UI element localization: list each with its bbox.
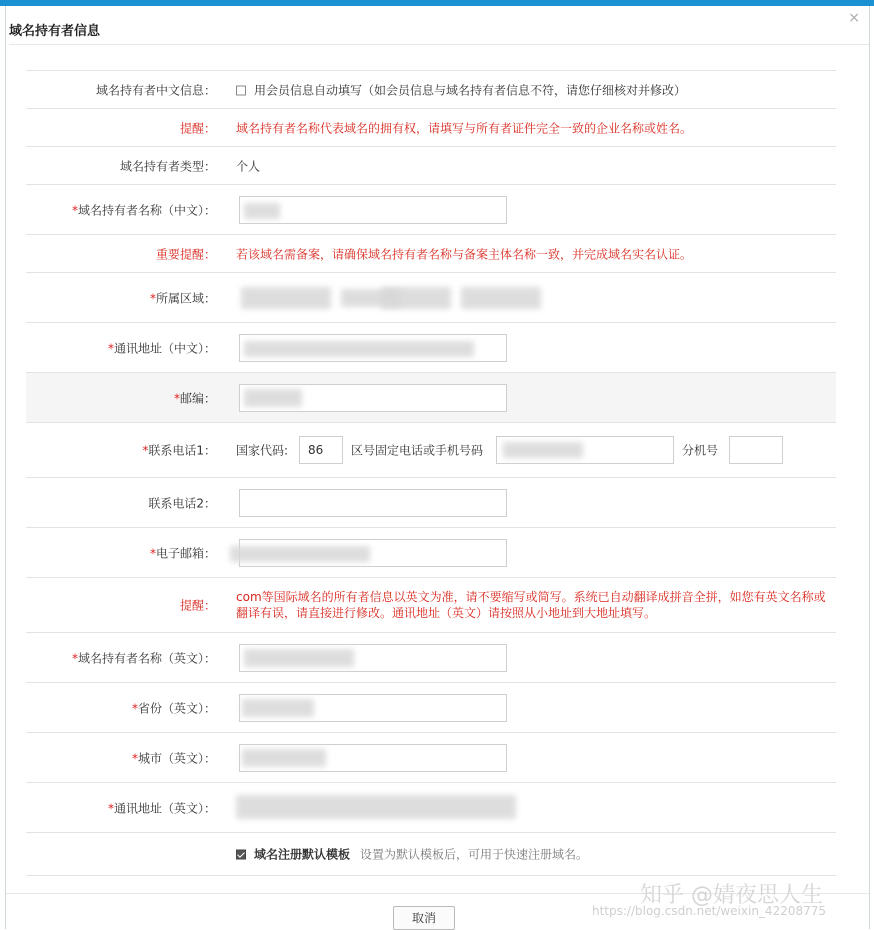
default-template-option[interactable] xyxy=(236,846,588,863)
row-tip2 xyxy=(26,577,836,632)
phone2-input[interactable] xyxy=(239,489,507,517)
label-tip2: 提醒： xyxy=(179,598,216,613)
row-address-en xyxy=(26,782,836,832)
holder-name-en-input[interactable] xyxy=(239,644,507,672)
label-chinese-info: 域名持有者中文信息： xyxy=(95,83,216,97)
label-holder-name-cn xyxy=(26,201,216,218)
label-city-en-text: 城市（英文）： xyxy=(137,751,216,765)
city-en-input[interactable] xyxy=(239,744,507,772)
address-en-input[interactable] xyxy=(239,794,507,822)
postcode-input[interactable] xyxy=(239,384,507,412)
label-holder-name-cn-text: 域名持有者名称（中文）： xyxy=(77,203,216,217)
row-holder-type xyxy=(26,146,836,184)
label-region xyxy=(26,289,216,306)
domain-holder-dialog xyxy=(5,6,870,929)
label-holder-name-en xyxy=(26,649,216,666)
row-holder-name-cn xyxy=(26,184,836,234)
redacted-value xyxy=(244,389,302,407)
redacted-value xyxy=(242,749,326,767)
phone-number-input[interactable] xyxy=(496,436,674,464)
extension-input[interactable] xyxy=(729,436,783,464)
required-star: * xyxy=(149,546,156,560)
watermark-zhihu: 知乎 @婧夜思人生 xyxy=(640,883,823,908)
label-address-en-text: 通讯地址（英文）： xyxy=(113,801,216,815)
label-tip-important: 重要提醒： xyxy=(155,247,216,261)
cancel-button[interactable]: 取消 xyxy=(393,906,455,930)
redacted-value xyxy=(503,442,583,458)
autofill-text: 用会员信息自动填写（如会员信息与域名持有者信息不符，请您仔细核对并修改） xyxy=(254,83,687,97)
row-chinese-info xyxy=(26,70,836,108)
watermark-url: https://blog.csdn.net/weixin_42208775 xyxy=(592,904,827,918)
holder-type-value: 个人 xyxy=(236,159,261,173)
default-template-checkbox[interactable] xyxy=(236,850,246,860)
address-cn-input[interactable] xyxy=(239,334,507,362)
label-phone1-text: 联系电话1： xyxy=(148,443,216,458)
row-region xyxy=(26,272,836,322)
email-input[interactable] xyxy=(239,539,507,567)
required-star: * xyxy=(173,391,180,405)
region-district-select[interactable] xyxy=(381,287,451,309)
holder-name-cn-input[interactable] xyxy=(239,196,507,224)
label-city-en xyxy=(26,749,216,766)
tip2-line1: com等国际域名的所有者信息以英文为准，请不要缩写或简写。系统已自动翻译成拼音全拼，如您有英文名称或 xyxy=(236,590,826,604)
row-template xyxy=(26,832,836,876)
region-town-select[interactable] xyxy=(461,287,541,309)
dialog-title: 域名持有者信息 xyxy=(9,24,101,39)
title-divider xyxy=(9,44,869,45)
label-email xyxy=(26,544,216,561)
label-postcode xyxy=(26,389,216,406)
province-en-input[interactable] xyxy=(239,694,507,722)
redacted-value xyxy=(230,546,370,562)
required-star: * xyxy=(71,651,78,665)
label-address-en xyxy=(26,799,216,816)
tip2-text xyxy=(236,589,826,621)
row-holder-name-en xyxy=(26,632,836,682)
extension-label: 分机号 xyxy=(682,443,719,458)
label-postcode-text: 邮编： xyxy=(179,391,216,405)
row-email xyxy=(26,527,836,577)
row-phone2 xyxy=(26,477,836,527)
row-phone1 xyxy=(26,422,836,477)
label-region-text: 所属区域： xyxy=(155,291,216,305)
close-icon[interactable]: × xyxy=(848,10,860,26)
label-phone1 xyxy=(26,442,216,459)
row-province-en xyxy=(26,682,836,732)
row-address-cn xyxy=(26,322,836,372)
region-province-select[interactable] xyxy=(241,287,331,309)
tip2-line2: 翻译有误，请直接进行修改。通讯地址（英文）请按照从小地址到大地址填写。 xyxy=(236,606,657,620)
required-star: * xyxy=(107,801,114,815)
label-province-en-text: 省份（英文）： xyxy=(137,701,216,715)
autofill-option[interactable] xyxy=(236,81,686,98)
label-phone2: 联系电话2： xyxy=(148,496,216,510)
redacted-value xyxy=(236,795,516,819)
label-province-en xyxy=(26,699,216,716)
required-star: * xyxy=(107,341,114,355)
area-phone-label: 区号固定电话或手机号码 xyxy=(351,443,484,458)
redacted-value xyxy=(244,341,474,357)
required-star: * xyxy=(149,291,156,305)
tip1-text: 域名持有者名称代表域名的拥有权，请填写与所有者证件完全一致的企业名称或姓名。 xyxy=(236,121,693,135)
required-star: * xyxy=(131,701,138,715)
required-star: * xyxy=(71,203,78,217)
redacted-value xyxy=(244,649,354,667)
redacted-value xyxy=(244,203,280,219)
default-template-desc: 设置为默认模板后，可用于快速注册域名。 xyxy=(360,847,589,862)
row-postcode xyxy=(26,372,836,422)
required-star: * xyxy=(131,751,138,765)
row-tip-important xyxy=(26,234,836,272)
label-tip1: 提醒： xyxy=(179,121,216,135)
row-city-en xyxy=(26,732,836,782)
default-template-title: 域名注册默认模板 xyxy=(254,847,351,862)
country-code-label: 国家代码: xyxy=(236,443,289,458)
label-holder-name-en-text: 域名持有者名称（英文）： xyxy=(77,651,216,665)
label-address-cn xyxy=(26,339,216,356)
country-code-input[interactable]: 86 xyxy=(299,436,343,464)
label-address-cn-text: 通讯地址（中文）： xyxy=(113,341,216,355)
redacted-value xyxy=(242,699,314,717)
row-tip1 xyxy=(26,108,836,146)
label-holder-type: 域名持有者类型： xyxy=(119,159,216,173)
holder-form xyxy=(26,70,836,876)
tip-important-text: 若该域名需备案，请确保域名持有者名称与备案主体名称一致，并完成域名实名认证。 xyxy=(236,247,693,261)
label-email-text: 电子邮箱： xyxy=(155,546,216,560)
autofill-checkbox[interactable] xyxy=(236,85,246,95)
required-star: * xyxy=(142,443,149,458)
